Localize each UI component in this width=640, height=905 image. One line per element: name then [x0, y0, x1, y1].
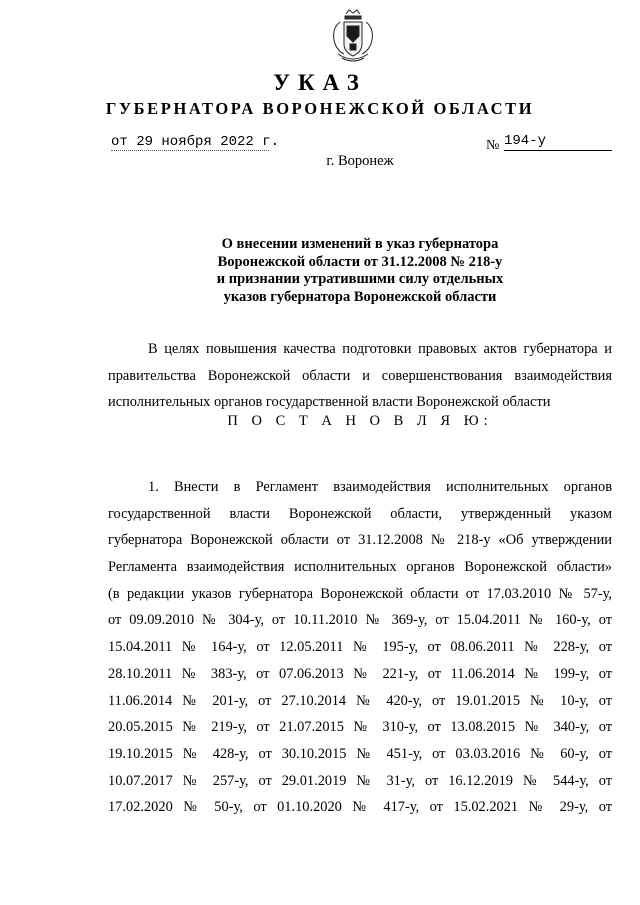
item-line: 11.06.2014 № 201-у, от 27.10.2014 № 420-у, от 19.01.2015 № 10-у, от	[108, 692, 612, 709]
document-date: от 29 ноября 2022 г.	[111, 134, 280, 150]
decree-word: П О С Т А Н О В Л Я Ю:	[227, 413, 493, 429]
item-line: губернатора Воронежской области от 31.12.2008 № 218-у «Об утверждении	[108, 532, 612, 549]
preamble-line: правительства Воронежской области и совершенствования взаимодействия	[108, 367, 612, 384]
heading-line: указов губернатора Воронежской области	[223, 288, 497, 305]
document-title: УКАЗ	[273, 70, 367, 95]
number-sign: №	[486, 138, 500, 153]
heading-line: и признании утратившими силу отдельных	[216, 271, 504, 287]
item-line: (в редакции указов губернатора Воронежской области от 17.03.2010 № 57-у,	[108, 585, 612, 602]
item-line: 1. Внести в Регламент взаимодействия исполнительных органов	[148, 479, 612, 495]
number-underline	[504, 150, 612, 151]
document-number: 194-у	[504, 133, 547, 149]
document-heading	[130, 236, 590, 306]
item-line: 15.04.2011 № 164-у, от 12.05.2011 № 195-у, от 08.06.2011 № 228-у, от	[108, 639, 612, 656]
preamble-paragraph	[108, 336, 612, 416]
heading-line: О внесении изменений в указ губернатора	[221, 236, 499, 252]
item-1-paragraph	[108, 474, 612, 821]
item-line: Регламента взаимодействия исполнительных органов Воронежской области»	[108, 559, 612, 576]
coat-of-arms-emblem	[330, 8, 376, 66]
preamble-line: исполнительных органов государственной власти Воронежской области	[108, 394, 551, 411]
item-line: от 09.09.2010 № 304-у, от 10.11.2010 № 369-у, от 15.04.2011 № 160-у, от	[108, 612, 612, 629]
item-line: 10.07.2017 № 257-у, от 29.01.2019 № 31-у, от 16.12.2019 № 544-у, от	[108, 772, 612, 789]
item-line: государственной власти Воронежской области, утвержденный указом	[108, 505, 612, 522]
document-subtitle: ГУБЕРНАТОРА ВОРОНЕЖСКОЙ ОБЛАСТИ	[105, 99, 535, 118]
preamble-line: В целях повышения качества подготовки правовых актов губернатора и	[148, 341, 612, 357]
document-city: г. Воронеж	[326, 153, 394, 169]
item-line: 17.02.2020 № 50-у, от 01.10.2020 № 417-у, от 15.02.2021 № 29-у, от	[108, 799, 612, 816]
item-line: 20.05.2015 № 219-у, от 21.07.2015 № 310-у, от 13.08.2015 № 340-у, от	[108, 719, 612, 736]
item-line: 28.10.2011 № 383-у, от 07.06.2013 № 221-у, от 11.06.2014 № 199-у, от	[108, 665, 612, 682]
heading-line: Воронежской области от 31.12.2008 № 218-у	[217, 253, 503, 270]
item-line: 19.10.2015 № 428-у, от 30.10.2015 № 451-у, от 03.03.2016 № 60-у, от	[108, 745, 612, 762]
date-underline	[111, 150, 269, 151]
